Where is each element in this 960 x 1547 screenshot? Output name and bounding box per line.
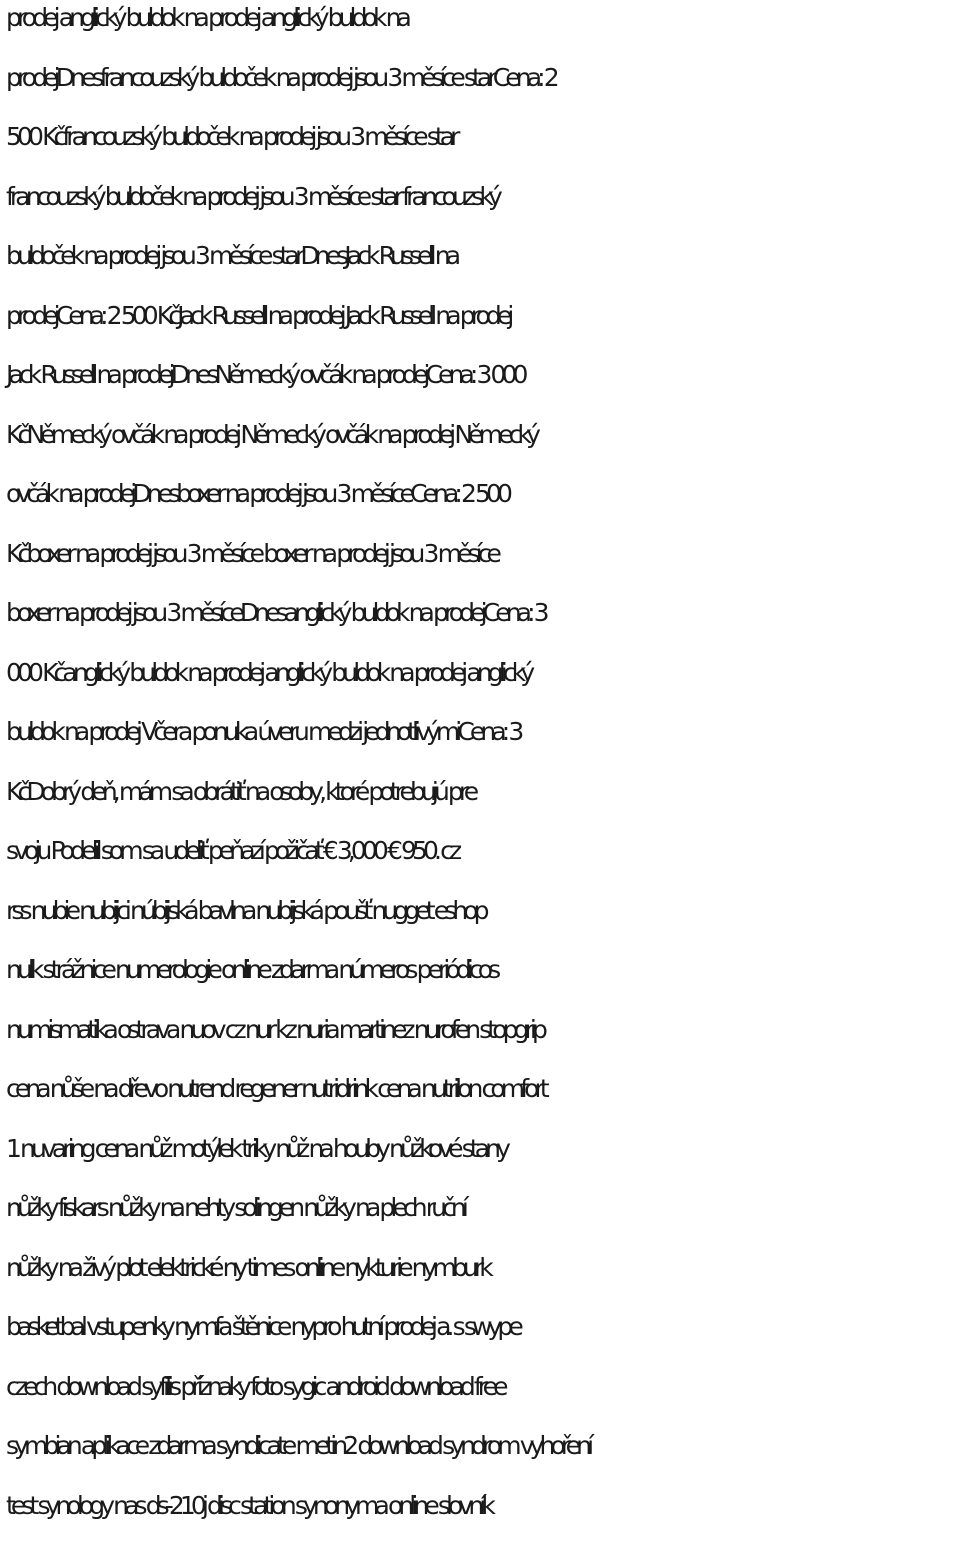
text-line: symbian aplikace zdarma syndicate metin2 download syndrom vyhoření (6, 1428, 960, 1488)
text-line: 000 Kčanglický buldok na prodej anglický buldok na prodej anglický (6, 655, 960, 715)
text-line: prodej anglický buldok na prodej anglický buldok na (6, 0, 960, 60)
text-line: numismatika ostrava nuov cz nur kz nuria martinez nurofen stopgrip (6, 1012, 960, 1072)
text-line: Jack Russell na prodejDnesNěmecký ovčák na prodejCena: 3 000 (6, 357, 960, 417)
document-body (6, 0, 960, 1547)
text-line: nulk strážnice numerologie online zdarma números periódicos (6, 952, 960, 1012)
text-line: 1 nuvaring cena nůž motýlek triky nůž na houby nůžkové stany (6, 1131, 960, 1191)
text-line: buldoček na prodej jsou 3 měsíce starDnesJack Russell na (6, 238, 960, 298)
text-line: prodejCena: 2 500 KčJack Russell na prodej Jack Russell na prodej (6, 298, 960, 358)
text-line: czech download syfilis příznaky foto sygic android download free (6, 1369, 960, 1429)
text-line: rss nubie nubijci núbijská bavlna nubijská poušť nugget eshop (6, 893, 960, 953)
text-line: Kčboxer na prodej jsou 3 měsíce boxer na prodej jsou 3 měsíce (6, 536, 960, 596)
text-line: 500 Kčfrancouzský buldoček na prodej jsou 3 měsíce star (6, 119, 960, 179)
text-line: nůžky na živý plot elektrické ny times online nykturie nymburk (6, 1250, 960, 1310)
text-line: ovčák na prodejDnesboxer na prodej jsou 3 měsíceCena: 2 500 (6, 476, 960, 536)
text-line: test synology nas ds-210j disc station synonyma online slovník (6, 1488, 960, 1547)
text-line: prodejDnesfrancouzský buldoček na prodej jsou 3 měsíce starCena: 2 (6, 60, 960, 120)
text-line: boxer na prodej jsou 3 měsíceDnesanglický buldok na prodejCena: 3 (6, 595, 960, 655)
text-line: KčDobrý deň, mám sa obrátiť na osoby, ktoré potrebujú pre (6, 774, 960, 834)
text-line: nůžky fiskars nůžky na nehty solingen nůžky na plech ruční (6, 1190, 960, 1250)
text-line: francouzský buldoček na prodej jsou 3 měsíce star francouzský (6, 179, 960, 239)
text-line: basketbal vstupenky nymfa štěnice nypro hutní prodej a. s swype (6, 1309, 960, 1369)
text-line: KčNěmecký ovčák na prodej Německý ovčák na prodej Německý (6, 417, 960, 477)
text-line: cena nůše na dřevo nutrend regener nutridrink cena nutrilon comfort (6, 1071, 960, 1131)
text-line: buldok na prodej Včera ponuka úveru medzi jednotlivýmiCena: 3 (6, 714, 960, 774)
text-line: svoju Podelil som sa udeliť peňazí požičať € 3,000 € 950. cz (6, 833, 960, 893)
